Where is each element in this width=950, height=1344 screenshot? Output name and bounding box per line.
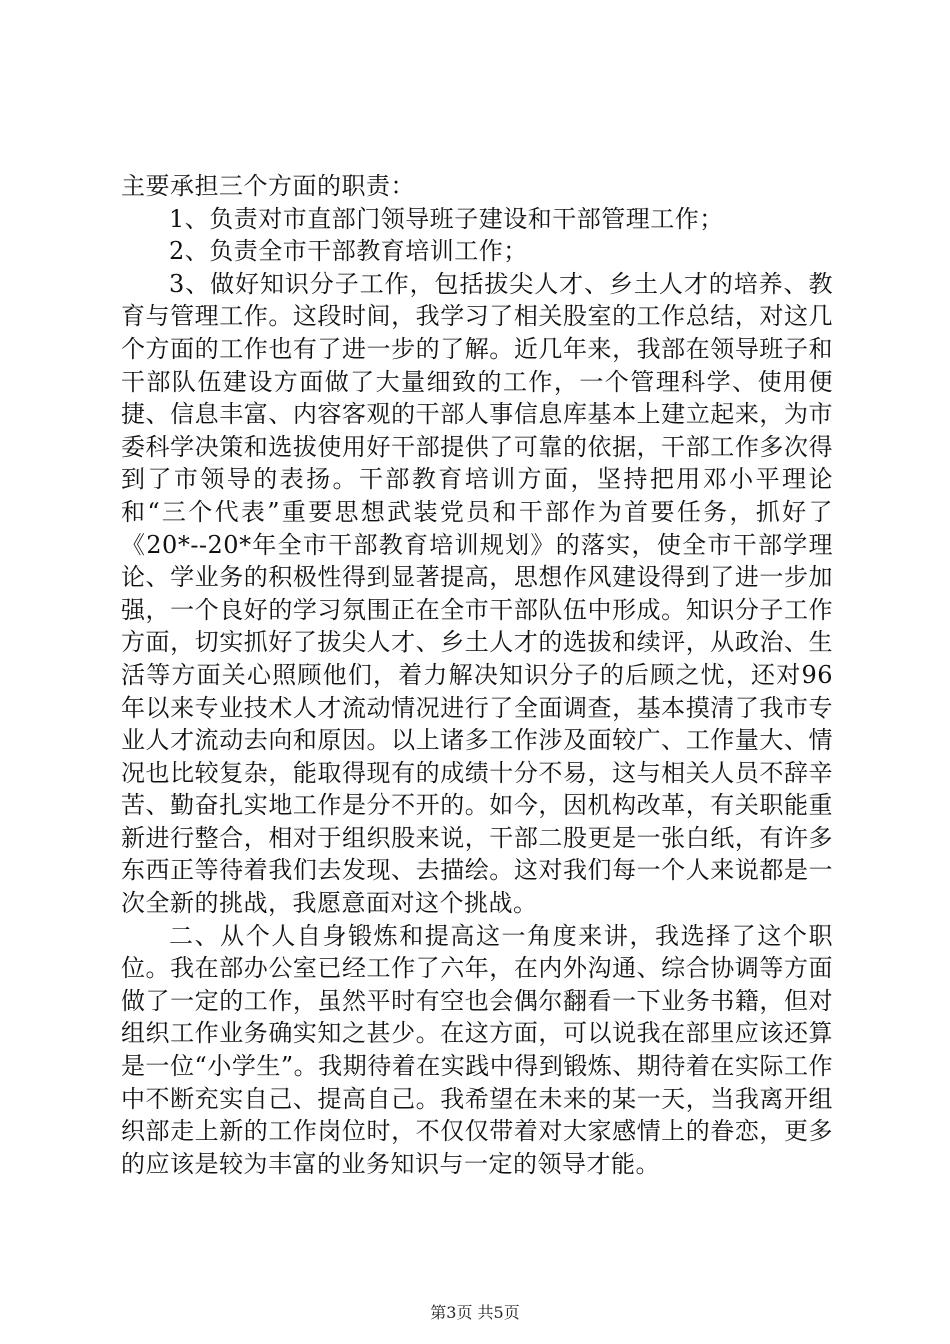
paragraph-section-2: 二、从个人自身锻炼和提高这一角度来讲，我选择了这个职位。我在部办公室已经工作了六年，在内外沟通、综合协调等方面做了一定的工作，虽然平时有空也会偶尔翻看一下业务书籍，但对组织工作业务确实知之甚少。在这方面，可以说我在部里应该还算是一位“小学生”。我期待着在实践中得到锻炼、期待着在实际工作中不断充实自己、提高自己。我希望在未来的某一天，当我离开组织部走上新的工作岗位时，不仅仅带着对大家感情上的眷恋，更多的应该是较为丰富的业务知识与一定的领导才能。 <box>121 921 833 1178</box>
paragraph-item-3: 3、做好知识分子工作，包括拔尖人才、乡土人才的培养、教育与管理工作。这段时间，我学习了相关股室的工作总结，对这几个方面的工作也有了进一步的了解。近几年来，我部在领导班子和干部队伍建设方面做了大量细致的工作，一个管理科学、使用便捷、信息丰富、内容客观的干部人事信息库基本上建立起来，为市委科学决策和选拔使用好干部提供了可靠的依据，干部工作多次得到了市领导的表扬。干部教育培训方面，坚持把用邓小平理论和“三个代表”重要思想武装党员和干部作为首要任务，抓好了《20*--20*年全市干部教育培训规划》的落实，使全市干部学理论、学业务的积极性得到显著提高，思想作风建设得到了进一步加强，一个良好的学习氛围正在全市干部队伍中形成。知识分子工作方面，切实抓好了拔尖人才、乡土人才的选拔和续评，从政治、生活等方面关心照顾他们，着力解决知识分子的后顾之忧，还对96年以来专业技术人才流动情况进行了全面调查，基本摸清了我市专业人才流动去向和原因。以上诸多工作涉及面较广、工作量大、情况也比较复杂，能取得现有的成绩十分不易，这与相关人员不辞辛苦、勤奋扎实地工作是分不开的。如今，因机构改革，有关职能重新进行整合，相对于组织股来说，干部二股更是一张白纸，有许多东西正等待着我们去发现、去描绘。这对我们每一个人来说都是一次全新的挑战，我愿意面对这个挑战。 <box>121 269 833 918</box>
paragraph-intro: 主要承担三个方面的职责： <box>121 172 415 200</box>
paragraph-item-2: 2、负责全市干部教育培训工作； <box>169 237 528 266</box>
document-body <box>121 170 833 1180</box>
page-footer: 第3页 共5页 <box>430 1303 520 1322</box>
paragraph-item-1: 1、负责对市直部门领导班子建设和干部管理工作； <box>169 204 724 233</box>
